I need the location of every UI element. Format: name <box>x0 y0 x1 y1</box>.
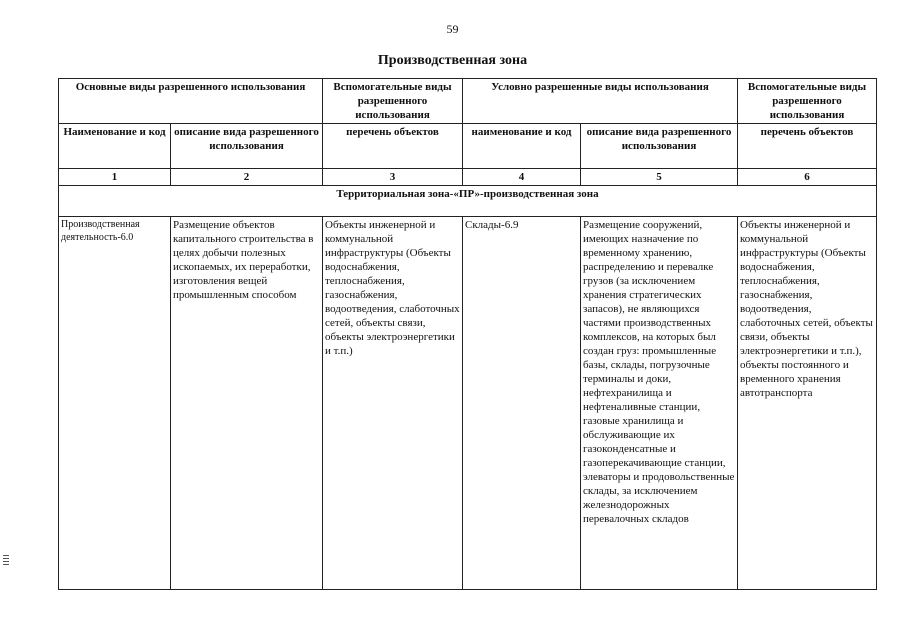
column-number: 5 <box>581 169 738 186</box>
subheader-name-code: Наименование и код <box>59 124 171 169</box>
subheader-description: описание вида разрешенного использования <box>171 124 323 169</box>
scan-mark <box>3 555 9 556</box>
table-row <box>59 217 877 590</box>
zone-table <box>58 78 877 590</box>
column-number: 3 <box>323 169 463 186</box>
subheader-conditional-description: описание вида разрешенного использования <box>581 124 738 169</box>
header-group-auxiliary-conditional: Вспомогательные виды разрешенного использования <box>738 79 877 124</box>
header-group-conditional: Условно разрешенные виды использования <box>463 79 738 124</box>
cell-description: Размещение объектов капитального строительства в целях добычи полезных ископаемых, их переработки, изготовления вещей промышленным способом <box>171 217 323 590</box>
cell-conditional-object-list: Объекты инженерной и коммунальной инфраструктуры (Объекты водоснабжения, теплоснабжения, газоснабжения, водоотведения, слаботочных сетей, объекты связи, объекты электроэнергетики и т.п.), объекты постоянного и временного хранения автотранспорта <box>738 217 877 590</box>
cell-conditional-description: Размещение сооружений, имеющих назначение по временному хранению, распределению и перевалке грузов (за исключением хранения стратегических запасов), не являющихся частями производственных комплексов, на которых был создан груз: промышленные базы, склады, погрузочные терминалы и доки, нефтехранилища и нефтеналивные станции, газовые хранилища и обслуживающие их газоконденсатные и газоперекачивающие станции, элеваторы и продовольственные склады, за исключением железнодорожных перевалочных складов <box>581 217 738 590</box>
header-group-auxiliary: Вспомогательные виды разрешенного использования <box>323 79 463 124</box>
column-number: 2 <box>171 169 323 186</box>
cell-name-code: Производственная деятельность-6.0 <box>59 217 171 590</box>
page-number: 59 <box>446 22 459 36</box>
page-title: Производственная зона <box>377 53 528 68</box>
column-number-row <box>59 169 877 186</box>
subheader-conditional-object-list: перечень объектов <box>738 124 877 169</box>
cell-object-list: Объекты инженерной и коммунальной инфраструктуры (Объекты водоснабжения, теплоснабжения, газоснабжения, водоотведения, слаботочных сетей, объекты связи, объекты электроэнергетики и т.п.) <box>323 217 463 590</box>
scan-mark <box>3 561 9 562</box>
scan-mark <box>3 558 9 559</box>
scan-margin-marks <box>3 555 9 567</box>
subheader-conditional-name-code: наименование и код <box>463 124 581 169</box>
cell-conditional-name-code: Склады-6.9 <box>463 217 581 590</box>
header-group-row <box>59 79 877 124</box>
zone-title-row <box>59 186 877 217</box>
header-group-main: Основные виды разрешенного использования <box>59 79 323 124</box>
column-number: 4 <box>463 169 581 186</box>
zone-title: Территориальная зона-«ПР»-производственная зона <box>59 186 877 217</box>
scan-mark <box>3 564 9 565</box>
subheader-object-list: перечень объектов <box>323 124 463 169</box>
header-sub-row <box>59 124 877 169</box>
column-number: 6 <box>738 169 877 186</box>
column-number: 1 <box>59 169 171 186</box>
